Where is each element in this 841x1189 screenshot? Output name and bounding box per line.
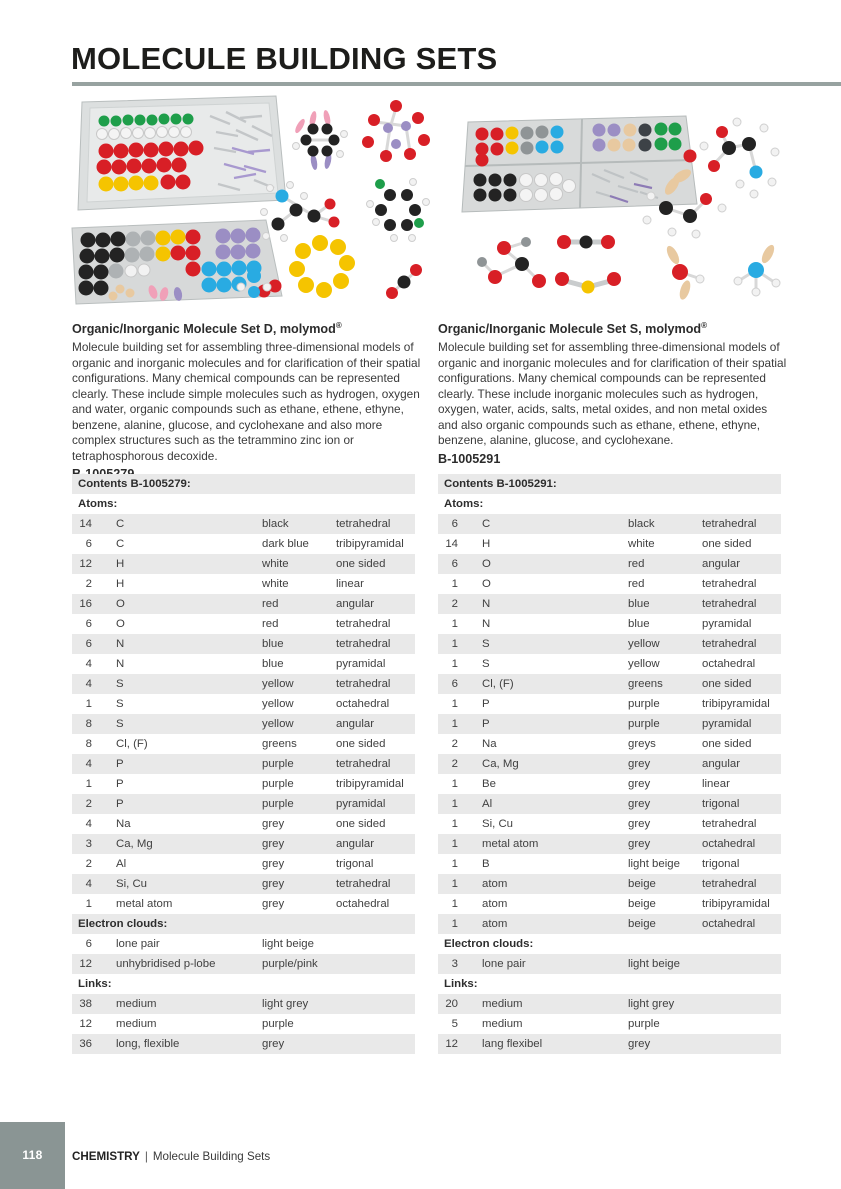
cell-item: atom — [482, 918, 508, 930]
table-row — [438, 794, 781, 814]
cell-item: C — [116, 518, 125, 530]
cell-shape: tetrahedral — [336, 878, 391, 890]
cell-qty: 1 — [451, 878, 458, 890]
cell-color: purple/pink — [262, 958, 318, 970]
cell-item: Cl, (F) — [116, 738, 148, 750]
cell-color: white — [628, 538, 655, 550]
cell-qty: 1 — [451, 618, 458, 630]
product-sku: B-1005291 — [438, 451, 501, 466]
cell-item: Si, Cu — [482, 818, 514, 830]
cell-color: light grey — [628, 998, 675, 1010]
cell-color: grey — [628, 758, 651, 770]
cell-shape: tribipyramidal — [702, 698, 770, 710]
table-title-row: Contents B-1005291: — [438, 474, 781, 494]
cell-color: purple — [628, 698, 660, 710]
product-heading: Organic/Inorganic Molecule Set S, molymod® — [438, 321, 708, 337]
cell-item: Cl, (F) — [482, 678, 514, 690]
table-section-row: Electron clouds: — [72, 914, 415, 934]
cell-item: medium — [116, 1018, 157, 1030]
table-row — [438, 1034, 781, 1054]
cell-qty: 1 — [451, 698, 458, 710]
cell-qty: 6 — [85, 538, 92, 550]
footer-separator: | — [144, 1150, 148, 1163]
cell-color: light grey — [262, 998, 309, 1010]
cell-item: S — [116, 678, 124, 690]
cell-item: Si, Cu — [116, 878, 148, 890]
cell-qty: 1 — [451, 578, 458, 590]
table-row — [438, 834, 781, 854]
table-row — [438, 694, 781, 714]
table-row — [72, 574, 415, 594]
table-row — [72, 734, 415, 754]
product-text: Molecule building set for assembling three-dimensional models of organic and inorganic molecules and for clarification of their spatial configurations. Many chemical compounds can be represented clearly. These include inorganic molecules such as hydrogen, oxygen, water, acids, salts, metal oxides, and non metal oxides and also organic compounds such as ethane, ethene, ethyne, benzene, alanine, glucose, and cyclohexane. — [438, 340, 787, 448]
cell-shape: tetrahedral — [336, 638, 391, 650]
cell-color: greens — [628, 678, 663, 690]
table-section-row: Electron clouds: — [444, 938, 534, 950]
table-row — [438, 814, 781, 834]
table-row — [72, 774, 415, 794]
table-row — [438, 574, 781, 594]
cell-qty: 6 — [451, 518, 458, 530]
cell-item: N — [116, 658, 125, 670]
cell-shape: tetrahedral — [702, 598, 757, 610]
cell-shape: tetrahedral — [336, 758, 391, 770]
cell-shape: linear — [336, 578, 364, 590]
cell-shape: pyramidal — [336, 798, 386, 810]
cell-qty: 6 — [85, 638, 92, 650]
table-row — [72, 614, 415, 634]
cell-color: blue — [628, 598, 650, 610]
molecule-co2 — [557, 235, 615, 249]
table-row — [72, 594, 415, 614]
cell-item: N — [482, 618, 491, 630]
table-row — [438, 734, 781, 754]
table-row — [72, 674, 415, 694]
cell-shape — [336, 934, 415, 954]
cell-color: purple — [262, 778, 294, 790]
molecule-p-lobes — [293, 110, 348, 171]
cell-item: P — [116, 778, 124, 790]
cell-shape: one sided — [336, 818, 386, 830]
cell-shape — [702, 954, 781, 974]
cell-item: P — [482, 718, 490, 730]
cell-shape: tribipyramidal — [702, 898, 770, 910]
cell-qty: 2 — [451, 598, 458, 610]
molecule-lone-pair-red — [664, 244, 704, 301]
cell-color: light beige — [262, 938, 314, 950]
cell-item: P — [116, 758, 124, 770]
footer-category: CHEMISTRY — [72, 1150, 140, 1163]
cell-shape: tetrahedral — [702, 518, 757, 530]
cell-item: Na — [116, 818, 131, 830]
molecule-co — [386, 264, 422, 299]
cell-color: purple — [262, 758, 294, 770]
footer-breadcrumb — [72, 1150, 270, 1163]
cell-shape: tetrahedral — [336, 518, 391, 530]
cell-shape: angular — [336, 718, 374, 730]
table-section-row: Links: — [444, 978, 478, 990]
cell-color: grey — [262, 878, 285, 890]
cell-color: grey — [628, 818, 651, 830]
page-title: MOLECULE BUILDING SETS — [71, 41, 498, 76]
cell-color: white — [262, 558, 289, 570]
cell-shape: one sided — [702, 538, 752, 550]
parts-box — [462, 116, 697, 212]
cell-shape: one sided — [702, 678, 752, 690]
cell-item: atom — [482, 878, 508, 890]
cell-qty: 2 — [85, 858, 92, 870]
cell-shape — [336, 954, 415, 974]
product-description-set-s — [438, 321, 790, 466]
molecule-alanine — [261, 182, 340, 242]
cell-item: Ca, Mg — [482, 758, 519, 770]
table-row — [72, 794, 415, 814]
cell-item: Ca, Mg — [116, 838, 153, 850]
cell-shape: angular — [336, 838, 374, 850]
cell-qty: 12 — [79, 558, 92, 570]
cell-color: blue — [262, 658, 284, 670]
cell-qty: 1 — [451, 858, 458, 870]
table-row — [72, 994, 415, 1014]
cell-shape: pyramidal — [702, 618, 752, 630]
cell-color: red — [262, 618, 279, 630]
cell-qty: 1 — [451, 718, 458, 730]
cell-shape: tetrahedral — [702, 878, 757, 890]
molecule-amino-acid — [700, 118, 779, 198]
table-row — [438, 874, 781, 894]
table-row — [72, 694, 415, 714]
cell-qty: 6 — [451, 678, 458, 690]
cell-color: purple — [628, 718, 660, 730]
registered-mark: ® — [701, 321, 708, 330]
table-row — [72, 894, 415, 914]
cell-qty: 4 — [85, 658, 92, 670]
cell-shape: tetrahedral — [336, 678, 391, 690]
cell-qty: 1 — [451, 658, 458, 670]
cell-item: Be — [482, 778, 496, 790]
cell-item: B — [482, 858, 490, 870]
cell-qty: 20 — [445, 998, 458, 1010]
cell-shape: tetrahedral — [702, 638, 757, 650]
table-row — [438, 754, 781, 774]
cell-item: C — [482, 518, 491, 530]
cell-item: O — [116, 618, 125, 630]
table-row — [72, 854, 415, 874]
cell-qty: 16 — [79, 598, 92, 610]
cell-shape: one sided — [702, 738, 752, 750]
table-row — [438, 594, 781, 614]
cell-color: greens — [262, 738, 297, 750]
cell-item: lone pair — [482, 958, 526, 970]
cell-color: grey — [628, 1038, 651, 1050]
table-row — [438, 914, 781, 934]
table-row — [72, 1014, 415, 1034]
cell-item: S — [116, 698, 124, 710]
product-photo-set-d — [68, 92, 432, 312]
cell-qty: 4 — [85, 678, 92, 690]
table-row — [438, 634, 781, 654]
cell-shape: angular — [702, 558, 740, 570]
cell-shape: angular — [336, 598, 374, 610]
table-row — [72, 814, 415, 834]
cell-color: yellow — [262, 678, 294, 690]
cell-shape: octahedral — [702, 658, 756, 670]
table-row — [438, 534, 781, 554]
product-heading: Organic/Inorganic Molecule Set D, molymod® — [72, 321, 342, 337]
cell-item: S — [116, 718, 124, 730]
cell-color: black — [262, 518, 289, 530]
cell-item: H — [482, 538, 491, 550]
cell-color: beige — [628, 918, 656, 930]
contents-table-set-s — [438, 474, 781, 1054]
cell-item: S — [482, 658, 490, 670]
cell-item: Al — [482, 798, 493, 810]
table-row — [438, 654, 781, 674]
cell-color: yellow — [628, 638, 660, 650]
cell-color: red — [628, 578, 645, 590]
cell-qty: 12 — [79, 958, 92, 970]
cell-shape: one sided — [336, 558, 386, 570]
cell-qty: 4 — [85, 818, 92, 830]
cell-color: yellow — [262, 698, 294, 710]
cell-qty: 12 — [445, 1038, 458, 1050]
table-row — [438, 854, 781, 874]
cell-shape: linear — [702, 778, 730, 790]
cell-color: purple — [262, 798, 294, 810]
cell-qty: 6 — [85, 618, 92, 630]
cell-shape: tetrahedral — [336, 618, 391, 630]
cell-color: beige — [628, 878, 656, 890]
registered-mark: ® — [335, 321, 342, 330]
cell-color: grey — [262, 858, 285, 870]
cell-item: Al — [116, 858, 127, 870]
cell-shape: one sided — [336, 738, 386, 750]
cell-qty: 2 — [85, 798, 92, 810]
cell-shape: tribipyramidal — [336, 538, 404, 550]
cell-item: medium — [482, 1018, 523, 1030]
cell-item: P — [482, 698, 490, 710]
page-number-box — [0, 1122, 65, 1189]
product-description-set-d — [72, 321, 424, 481]
table-title-row: Contents B-1005279: — [72, 474, 415, 494]
cell-color: purple — [628, 1018, 660, 1030]
cell-color: grey — [262, 818, 285, 830]
cell-qty: 1 — [85, 698, 92, 710]
cell-item: metal atom — [482, 838, 539, 850]
table-section-row: Atoms: — [444, 498, 484, 510]
cell-item: S — [482, 638, 490, 650]
table-row — [72, 934, 415, 954]
cell-color: black — [628, 518, 655, 530]
table-section-row: Links: — [78, 978, 112, 990]
cell-shape: tetrahedral — [702, 818, 757, 830]
contents-table-set-d — [72, 474, 415, 1054]
cell-shape: trigonal — [702, 858, 740, 870]
parts-tray-top — [78, 96, 286, 210]
cell-qty: 5 — [451, 1018, 458, 1030]
cell-shape: octahedral — [702, 838, 756, 850]
table-row — [72, 1034, 415, 1054]
cell-shape — [336, 994, 415, 1014]
table-row — [438, 954, 781, 974]
cell-qty: 3 — [451, 958, 458, 970]
cell-qty: 8 — [85, 738, 92, 750]
cell-item: medium — [482, 998, 523, 1010]
cell-qty: 14 — [445, 538, 458, 550]
cell-color: grey — [628, 798, 651, 810]
cell-shape: octahedral — [336, 698, 390, 710]
cell-item: Na — [482, 738, 497, 750]
table-row — [72, 714, 415, 734]
product-photo-set-s — [434, 100, 800, 314]
cell-shape: pyramidal — [702, 718, 752, 730]
table-row — [72, 534, 415, 554]
table-section-row: Atoms: — [78, 498, 118, 510]
molecule-carbonate — [477, 237, 546, 288]
cell-qty: 4 — [85, 758, 92, 770]
cell-item: long, flexible — [116, 1038, 180, 1050]
cell-qty: 2 — [85, 578, 92, 590]
footer-section: Molecule Building Sets — [152, 1150, 271, 1163]
cell-shape — [336, 1014, 415, 1034]
molecule-lone-pair-blue — [734, 243, 780, 296]
cell-color: white — [262, 578, 289, 590]
table-row — [438, 994, 781, 1014]
molecule-sulfur-ring — [289, 235, 355, 298]
cell-color: purple — [262, 1018, 294, 1030]
cell-item: O — [482, 558, 491, 570]
cell-color: yellow — [262, 718, 294, 730]
cell-color: blue — [628, 618, 650, 630]
cell-shape: angular — [702, 758, 740, 770]
cell-item: metal atom — [116, 898, 173, 910]
cell-shape: octahedral — [336, 898, 390, 910]
product-text: Molecule building set for assembling three-dimensional models of organic and inorganic molecules and for clarification of their spatial configurations. Many chemical compounds can be represented clearly. These include simple molecules such as hydrogen, oxygen and water, organic compounds such as ethane, ethene, ethyne, benzene, alanine, glucose, and cyclohexane and also more complex structures such as the tetrammino zinc ion or tetraphosphorous decoxide. — [72, 340, 421, 463]
molecule-so2 — [555, 272, 621, 294]
cell-qty: 38 — [79, 998, 92, 1010]
cell-color: yellow — [628, 658, 660, 670]
cell-item: N — [482, 598, 491, 610]
table-row — [72, 654, 415, 674]
cell-qty: 2 — [451, 738, 458, 750]
table-row — [72, 634, 415, 654]
cell-color: grey — [262, 838, 285, 850]
cell-item: lang flexibel — [482, 1038, 543, 1050]
table-row — [72, 874, 415, 894]
title-underline — [72, 82, 841, 86]
cell-qty: 12 — [79, 1018, 92, 1030]
cell-shape: octahedral — [702, 918, 756, 930]
table-row — [438, 1014, 781, 1034]
cell-shape — [336, 1034, 415, 1054]
cell-item: H — [116, 578, 125, 590]
cell-item: N — [116, 638, 125, 650]
cell-shape: pyramidal — [336, 658, 386, 670]
cell-color: blue — [262, 638, 284, 650]
cell-color: dark blue — [262, 538, 309, 550]
molecule-oxide-cluster — [362, 100, 430, 162]
cell-shape: tetrahedral — [702, 578, 757, 590]
cell-qty: 1 — [451, 818, 458, 830]
table-row — [438, 614, 781, 634]
cell-item: medium — [116, 998, 157, 1010]
cell-color: light beige — [628, 958, 680, 970]
page-number: 118 — [22, 1148, 43, 1162]
cell-qty: 1 — [451, 918, 458, 930]
cell-color: grey — [262, 1038, 285, 1050]
table-row — [72, 554, 415, 574]
cell-item: P — [116, 798, 124, 810]
table-row — [72, 754, 415, 774]
cell-qty: 6 — [451, 558, 458, 570]
table-row — [438, 774, 781, 794]
cell-shape: tribipyramidal — [336, 778, 404, 790]
cell-color: red — [628, 558, 645, 570]
table-row — [438, 714, 781, 734]
cell-qty: 8 — [85, 718, 92, 730]
cell-shape: trigonal — [336, 858, 374, 870]
cell-qty: 4 — [85, 878, 92, 890]
cell-shape — [702, 1014, 781, 1034]
cell-qty: 1 — [451, 898, 458, 910]
cell-color: grey — [628, 838, 651, 850]
cell-qty: 1 — [451, 838, 458, 850]
cell-item: unhybridised p-lobe — [116, 958, 216, 970]
table-row — [438, 674, 781, 694]
cell-color: grey — [628, 778, 651, 790]
cell-color: light beige — [628, 858, 680, 870]
cell-qty: 1 — [451, 778, 458, 790]
cell-item: lone pair — [116, 938, 160, 950]
molecule-cyclohexane — [367, 179, 430, 242]
cell-qty: 6 — [85, 938, 92, 950]
cell-item: O — [116, 598, 125, 610]
cell-color: red — [262, 598, 279, 610]
cell-item: atom — [482, 898, 508, 910]
cell-shape: trigonal — [702, 798, 740, 810]
cell-qty: 3 — [85, 838, 92, 850]
cell-qty: 2 — [451, 758, 458, 770]
cell-item: C — [116, 538, 125, 550]
table-row — [438, 514, 781, 534]
cell-item: O — [482, 578, 491, 590]
cell-item: H — [116, 558, 125, 570]
table-row — [438, 554, 781, 574]
table-row — [438, 894, 781, 914]
cell-qty: 14 — [79, 518, 92, 530]
cell-qty: 1 — [85, 898, 92, 910]
table-row — [72, 834, 415, 854]
cell-qty: 36 — [79, 1038, 92, 1050]
cell-color: beige — [628, 898, 656, 910]
cell-color: greys — [628, 738, 656, 750]
cell-qty: 1 — [451, 638, 458, 650]
cell-qty: 1 — [85, 778, 92, 790]
cell-color: grey — [262, 898, 285, 910]
cell-qty: 1 — [451, 798, 458, 810]
cell-shape — [702, 1034, 781, 1054]
table-row — [72, 514, 415, 534]
cell-shape — [702, 994, 781, 1014]
table-row — [72, 954, 415, 974]
